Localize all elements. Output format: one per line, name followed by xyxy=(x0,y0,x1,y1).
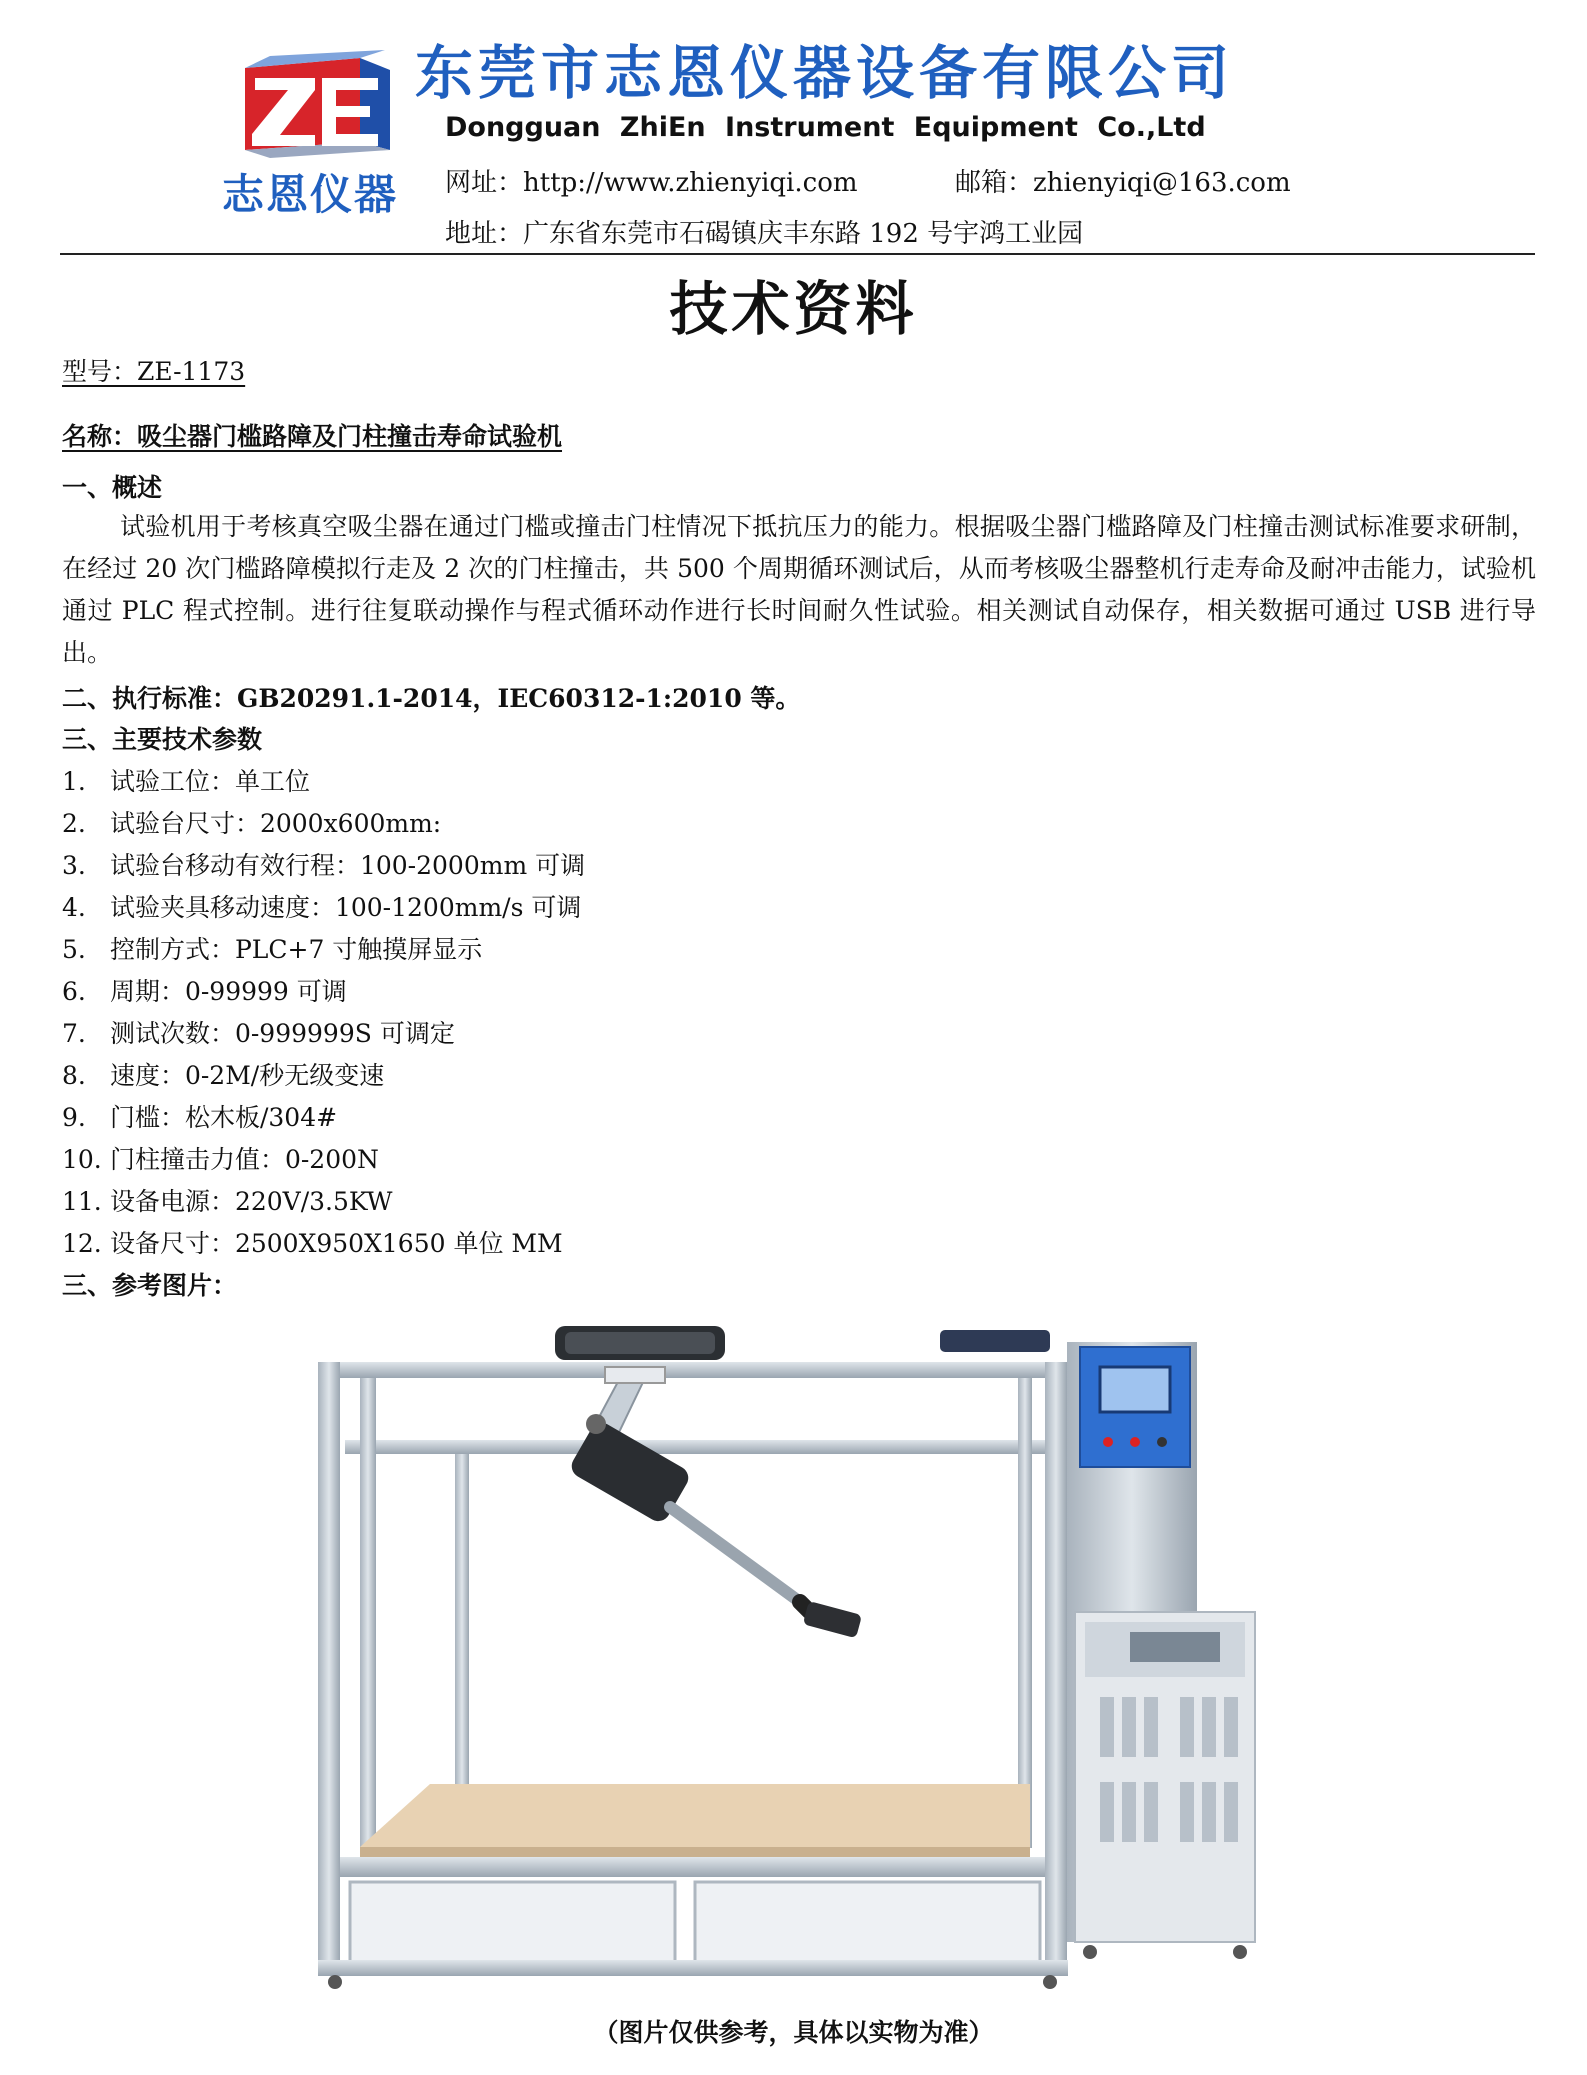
param-item: 6. 周期：0-99999 可调 xyxy=(62,977,347,1006)
param-item: 4. 试验夹具移动速度：100-1200mm/s 可调 xyxy=(62,893,582,922)
param-item: 7. 测试次数：0-999999S 可调定 xyxy=(62,1019,455,1048)
website[interactable]: 网址：http://www.zhienyiqi.com xyxy=(445,168,858,198)
company-logo xyxy=(210,50,410,220)
param-item: 8. 速度：0-2M/秒无级变速 xyxy=(62,1061,385,1090)
param-item: 11. 设备电源：220V/3.5KW xyxy=(62,1187,393,1216)
image-caption: （图片仅供参考，具体以实物为准） xyxy=(593,2018,994,2047)
images-heading: 三、参考图片： xyxy=(62,1271,238,1300)
document-title: 技术资料 xyxy=(669,275,918,343)
address: 地址：广东省东莞市石碣镇庆丰东路 192 号宇鸿工业园 xyxy=(445,219,1084,249)
company-name-cn: 东莞市志恩仪器设备有限公司 xyxy=(415,39,1235,107)
param-item: 10. 门柱撞击力值：0-200N xyxy=(62,1145,379,1174)
overview-heading: 一、概述 xyxy=(62,473,163,502)
param-item: 3. 试验台移动有效行程：100-2000mm 可调 xyxy=(62,851,586,880)
param-item: 2. 试验台尺寸：2000x600mm: xyxy=(62,809,442,838)
param-item: 9. 门槛：松木板/304# xyxy=(62,1103,338,1132)
product-name: 名称：吸尘器门槛路障及门柱撞击寿命试验机 xyxy=(62,422,563,451)
param-item: 5. 控制方式：PLC+7 寸触摸屏显示 xyxy=(62,935,483,964)
email[interactable]: 邮箱：zhienyiqi@163.com xyxy=(955,168,1291,198)
param-item: 1. 试验工位：单工位 xyxy=(62,767,310,796)
machine-photo xyxy=(300,1322,1290,1990)
company-name-en: Dongguan ZhiEn Instrument Equipment Co.,Ltd xyxy=(445,112,1206,143)
param-item: 12. 设备尺寸：2500X950X1650 单位 MM xyxy=(62,1229,563,1258)
overview-text: 试验机用于考核真空吸尘器在通过门槛或撞击门柱情况下抵抗压力的能力。根据吸尘器门槛路障及门柱撞击测试标准要求研制，在经过 20 次门槛路障模拟行走及 2 次的门柱撞击，共 500 个周期循环测试后，从而考核吸尘器整机行走寿命及耐冲击能力，试验机通过 PLC 程式控制。进行往复联动操作与程式循环动作进行长时间耐久性试验。相关测试自动保存，相关数据可通过 USB 进行导出。 xyxy=(62,512,1536,667)
params-heading: 三、主要技术参数 xyxy=(62,725,263,754)
header-divider xyxy=(60,253,1535,255)
standard-line: 二、执行标准：GB20291.1-2014，IEC60312-1:2010 等。 xyxy=(62,684,801,713)
model-number: 型号：ZE-1173 xyxy=(62,357,246,386)
logo-text: 志恩仪器 xyxy=(221,170,398,219)
